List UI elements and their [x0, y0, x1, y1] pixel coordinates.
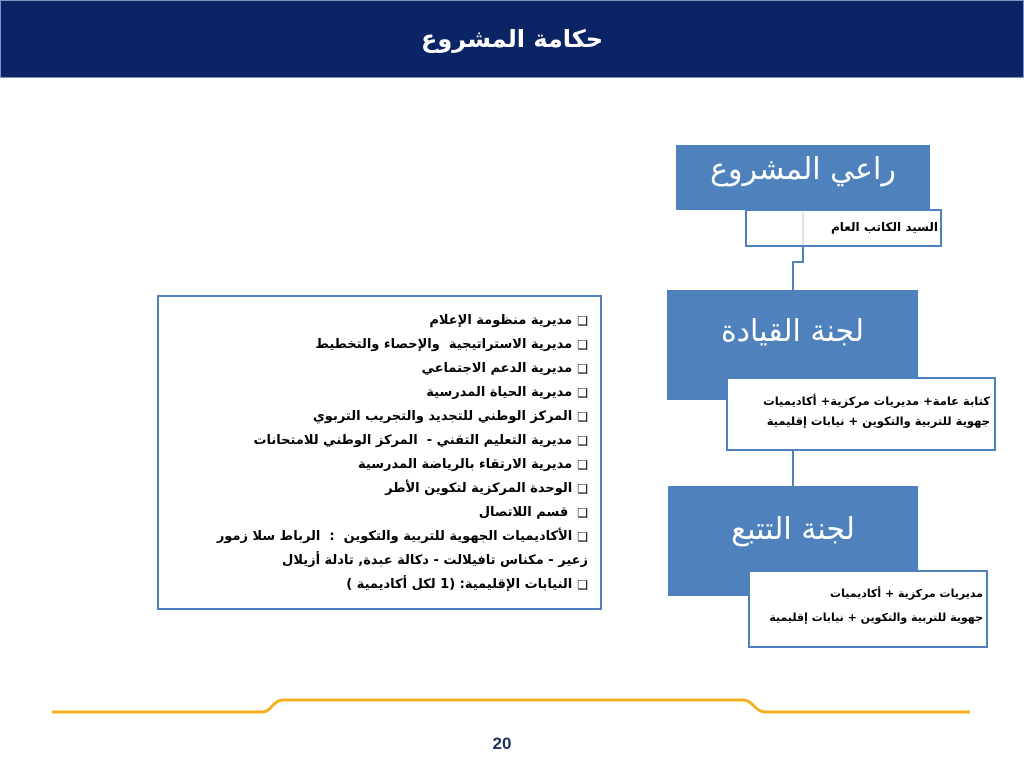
checkbox-bullet-icon: ❑ [577, 314, 588, 328]
page-number: 20 [492, 734, 512, 753]
list-item [165, 453, 588, 477]
org-member-line: مديريات مركزية + أكاديميات [830, 587, 983, 600]
checkbox-bullet-icon: ❑ [577, 458, 588, 472]
list-item [165, 429, 588, 453]
checkbox-bullet-icon: ❑ [577, 482, 588, 496]
checkbox-bullet-icon: ❑ [577, 338, 588, 352]
slide-title: حكامة المشروع [420, 25, 604, 53]
checkbox-bullet-icon: ❑ [577, 362, 588, 376]
org-member-line: جهوية للتربية والتكوين + نيابات إقليمية [769, 611, 983, 624]
list-item [165, 357, 588, 381]
list-item-text: قسم اللاتصال [478, 505, 569, 520]
org-members-box [726, 377, 996, 451]
list-item-text: مديرية الحياة المدرسية [426, 385, 573, 400]
slide-header [0, 0, 1024, 78]
checkbox-bullet-icon: ❑ [577, 506, 588, 520]
checkbox-bullet-icon: ❑ [577, 578, 588, 592]
list-item-text: مديرية منظومة الإعلام [429, 313, 573, 328]
checkbox-bullet-icon: ❑ [577, 386, 588, 400]
connector-sponsor-to-steering [793, 247, 803, 290]
list-item [165, 525, 588, 549]
list-item [165, 501, 588, 525]
checkbox-bullet-icon: ❑ [577, 434, 588, 448]
list-item [165, 477, 588, 501]
entities-list-box [157, 295, 602, 610]
org-member-line: جهوية للتربية والتكوين + نيابات إقليمية [766, 414, 990, 428]
list-item-text: المركز الوطني للتجديد والتجريب التربوي [312, 409, 573, 424]
footer-accent-line [52, 700, 970, 712]
org-box-project-sponsor [676, 145, 930, 210]
checkbox-bullet-icon: ❑ [577, 410, 588, 424]
list-item [165, 381, 588, 405]
org-member-line: السيد الكاتب العام [830, 220, 938, 234]
list-item-text: زعير - مكناس تافيلالت - دكالة عبدة, تادلة أزيلال [282, 553, 588, 568]
list-item-text: الأكاديميات الجهوية للتربية والتكوين : الرباط سلا زمور [216, 529, 573, 544]
list-item-text: مديرية الارتقاء بالرياضة المدرسية [358, 457, 573, 472]
list-item-text: النيابات الإقليمية: (1 لكل أكاديمية ) [346, 577, 573, 592]
org-member-line: كتابة عامة+ مديريات مركزية+ أكاديميات [763, 394, 990, 408]
list-item [165, 333, 588, 357]
org-box-title: لجنة القيادة [720, 314, 865, 349]
list-item [165, 573, 588, 597]
list-item-text: مديرية التعليم التقني - المركز الوطني للامتحانات [253, 433, 573, 448]
org-members-box [748, 570, 988, 648]
list-item-continuation [165, 549, 588, 573]
checkbox-bullet-icon: ❑ [577, 530, 588, 544]
list-item [165, 405, 588, 429]
list-item-text: الوحدة المركزية لتكوين الأطر [385, 481, 573, 496]
list-item-text: مديرية الدعم الاجتماعي [421, 361, 573, 376]
org-box-title: راعي المشروع [710, 152, 896, 187]
list-item [165, 309, 588, 333]
list-item-text: مديرية الاستراتيجية والإحصاء والتخطيط [315, 337, 573, 352]
org-box-title: لجنة التتبع [731, 512, 855, 547]
org-members-box [745, 209, 942, 247]
